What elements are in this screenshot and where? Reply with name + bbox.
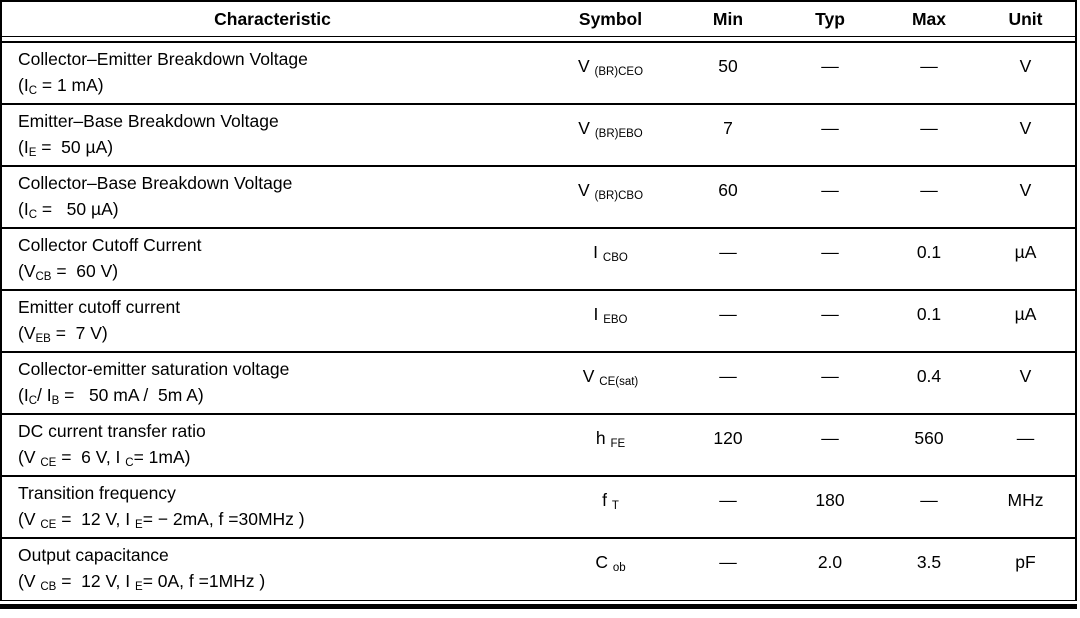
table-bottom-border — [0, 604, 1077, 609]
characteristic-name: Emitter cutoff current — [18, 297, 181, 317]
typ-cell: — — [821, 304, 839, 324]
typ-cell: — — [821, 180, 839, 200]
text-segment: C — [595, 552, 613, 572]
characteristic-name: DC current transfer ratio — [18, 421, 206, 441]
text-segment: V — [578, 118, 595, 138]
typ-cell: — — [821, 242, 839, 262]
symbol-cell — [543, 415, 678, 475]
characteristic-condition — [18, 258, 543, 288]
symbol-cell — [543, 291, 678, 351]
characteristic-condition — [18, 72, 543, 102]
characteristic-condition — [18, 134, 543, 164]
characteristic-name: Output capacitance — [18, 545, 169, 565]
max-cell: 0.1 — [916, 242, 942, 262]
subscript-text: C — [28, 395, 38, 407]
subscript-text: C — [28, 209, 38, 221]
subscript-text: EBO — [603, 314, 628, 326]
text-segment: (V — [18, 261, 36, 281]
table-body — [2, 43, 1075, 601]
subscript-text: T — [611, 500, 619, 512]
min-cell: 60 — [718, 180, 738, 200]
min-cell: — — [719, 304, 737, 324]
text-segment: V — [577, 180, 595, 200]
typ-cell: 2.0 — [817, 552, 843, 572]
characteristic-cell — [2, 539, 543, 600]
text-segment: = 60 V) — [51, 261, 119, 281]
text-segment: (I — [18, 137, 29, 157]
characteristic-condition — [18, 196, 543, 226]
table-row — [2, 291, 1075, 353]
characteristic-condition — [18, 320, 543, 350]
unit-cell: pF — [1015, 552, 1036, 572]
text-segment: (V — [18, 323, 36, 343]
max-cell: 3.5 — [916, 552, 942, 572]
unit-cell: V — [1019, 366, 1032, 386]
text-segment: (V — [18, 571, 41, 591]
symbol-cell — [543, 539, 678, 600]
text-segment: (I — [18, 199, 29, 219]
column-header-characteristic: Characteristic — [214, 8, 331, 29]
subscript-text: CB — [35, 271, 52, 283]
text-segment: = 50 µA) — [37, 199, 119, 219]
subscript-text: EB — [35, 333, 51, 345]
characteristic-name: Collector–Base Breakdown Voltage — [18, 173, 293, 193]
subscript-text: CB — [40, 581, 57, 593]
unit-cell: V — [1019, 180, 1032, 200]
max-cell: — — [920, 56, 938, 76]
subscript-text: CE — [40, 457, 57, 469]
min-cell: — — [719, 490, 737, 510]
characteristic-cell — [2, 353, 543, 413]
characteristic-cell — [2, 415, 543, 475]
subscript-text: CBO — [602, 252, 628, 264]
column-header-symbol: Symbol — [578, 8, 643, 29]
characteristic-cell — [2, 229, 543, 289]
subscript-text: ob — [612, 562, 626, 574]
table-row — [2, 105, 1075, 167]
table-row — [2, 167, 1075, 229]
table-row — [2, 539, 1075, 601]
min-cell: 50 — [718, 56, 738, 76]
text-segment: I — [593, 242, 603, 262]
min-cell: — — [719, 242, 737, 262]
characteristic-cell — [2, 43, 543, 103]
characteristic-cell — [2, 167, 543, 227]
typ-cell: — — [821, 366, 839, 386]
unit-cell: MHz — [1007, 490, 1044, 510]
text-segment: V — [582, 366, 600, 386]
typ-cell: — — [821, 428, 839, 448]
max-cell: — — [920, 490, 938, 510]
symbol-cell — [543, 229, 678, 289]
text-segment: = 1 mA) — [37, 75, 104, 95]
symbol-cell — [543, 43, 678, 103]
subscript-text: E — [135, 581, 143, 593]
max-cell: — — [920, 180, 938, 200]
max-cell: 0.1 — [916, 304, 942, 324]
characteristic-cell — [2, 477, 543, 537]
text-segment: = 50 µA) — [36, 137, 114, 157]
characteristic-condition — [18, 506, 543, 536]
characteristic-name: Collector–Emitter Breakdown Voltage — [18, 49, 308, 69]
column-header-typ: Typ — [815, 8, 845, 29]
subscript-text: CE — [40, 519, 57, 531]
characteristic-condition — [18, 382, 543, 412]
characteristic-cell — [2, 105, 543, 165]
subscript-text: FE — [610, 438, 626, 450]
subscript-text: (BR)CEO — [594, 66, 644, 78]
text-segment: = 12 V, I — [56, 571, 136, 591]
subscript-text: (BR)EBO — [594, 128, 643, 140]
text-segment: = − 2mA, f =30MHz ) — [142, 509, 305, 529]
text-segment: h — [595, 428, 611, 448]
min-cell: — — [719, 366, 737, 386]
characteristic-condition — [18, 444, 543, 474]
text-segment: = 6 V, I — [56, 447, 126, 467]
subscript-text: C — [125, 457, 134, 469]
column-header-max: Max — [911, 8, 947, 29]
characteristic-condition — [18, 568, 543, 598]
subscript-text: CE(sat) — [599, 376, 639, 388]
subscript-text: E — [135, 519, 143, 531]
max-cell: 560 — [914, 428, 944, 448]
text-segment: V — [577, 56, 595, 76]
subscript-text: B — [51, 395, 60, 407]
table-row — [2, 353, 1075, 415]
text-segment: = 12 V, I — [56, 509, 136, 529]
subscript-text: E — [28, 147, 37, 159]
text-segment: (V — [18, 447, 41, 467]
min-cell: — — [719, 552, 737, 572]
typ-cell: — — [821, 118, 839, 138]
text-segment: (V — [18, 509, 41, 529]
typ-cell: 180 — [815, 490, 845, 510]
symbol-cell — [543, 167, 678, 227]
subscript-text: (BR)CBO — [594, 190, 644, 202]
unit-cell: V — [1019, 56, 1032, 76]
table-row — [2, 415, 1075, 477]
unit-cell: µA — [1014, 304, 1037, 324]
text-segment: (I — [18, 75, 29, 95]
symbol-cell — [543, 105, 678, 165]
text-segment: = 0A, f =1MHz ) — [142, 571, 266, 591]
symbol-cell — [543, 353, 678, 413]
table-row — [2, 43, 1075, 105]
min-cell: 120 — [713, 428, 743, 448]
column-header-min: Min — [712, 8, 744, 29]
characteristic-name: Transition frequency — [18, 483, 176, 503]
characteristic-cell — [2, 291, 543, 351]
symbol-cell — [543, 477, 678, 537]
max-cell: — — [920, 118, 938, 138]
unit-cell: — — [1016, 428, 1035, 448]
text-segment: I — [593, 304, 604, 324]
characteristic-name: Collector Cutoff Current — [18, 235, 202, 255]
unit-cell: V — [1019, 118, 1032, 138]
subscript-text: C — [28, 85, 38, 97]
max-cell: 0.4 — [916, 366, 942, 386]
text-segment: = 50 mA / 5m A) — [59, 385, 204, 405]
table-row — [2, 477, 1075, 539]
table-header-row — [2, 2, 1075, 36]
text-segment: = 7 V) — [50, 323, 108, 343]
min-cell: 7 — [723, 118, 733, 138]
text-segment: / I — [37, 385, 52, 405]
column-header-unit: Unit — [1008, 8, 1043, 29]
characteristic-name: Collector-emitter saturation voltage — [18, 359, 290, 379]
typ-cell: — — [821, 56, 839, 76]
characteristic-name: Emitter–Base Breakdown Voltage — [18, 111, 279, 131]
table-row — [2, 229, 1075, 291]
text-segment: f — [602, 490, 612, 510]
unit-cell: µA — [1014, 242, 1037, 262]
text-segment: = 1mA) — [133, 447, 191, 467]
text-segment: (I — [18, 385, 29, 405]
